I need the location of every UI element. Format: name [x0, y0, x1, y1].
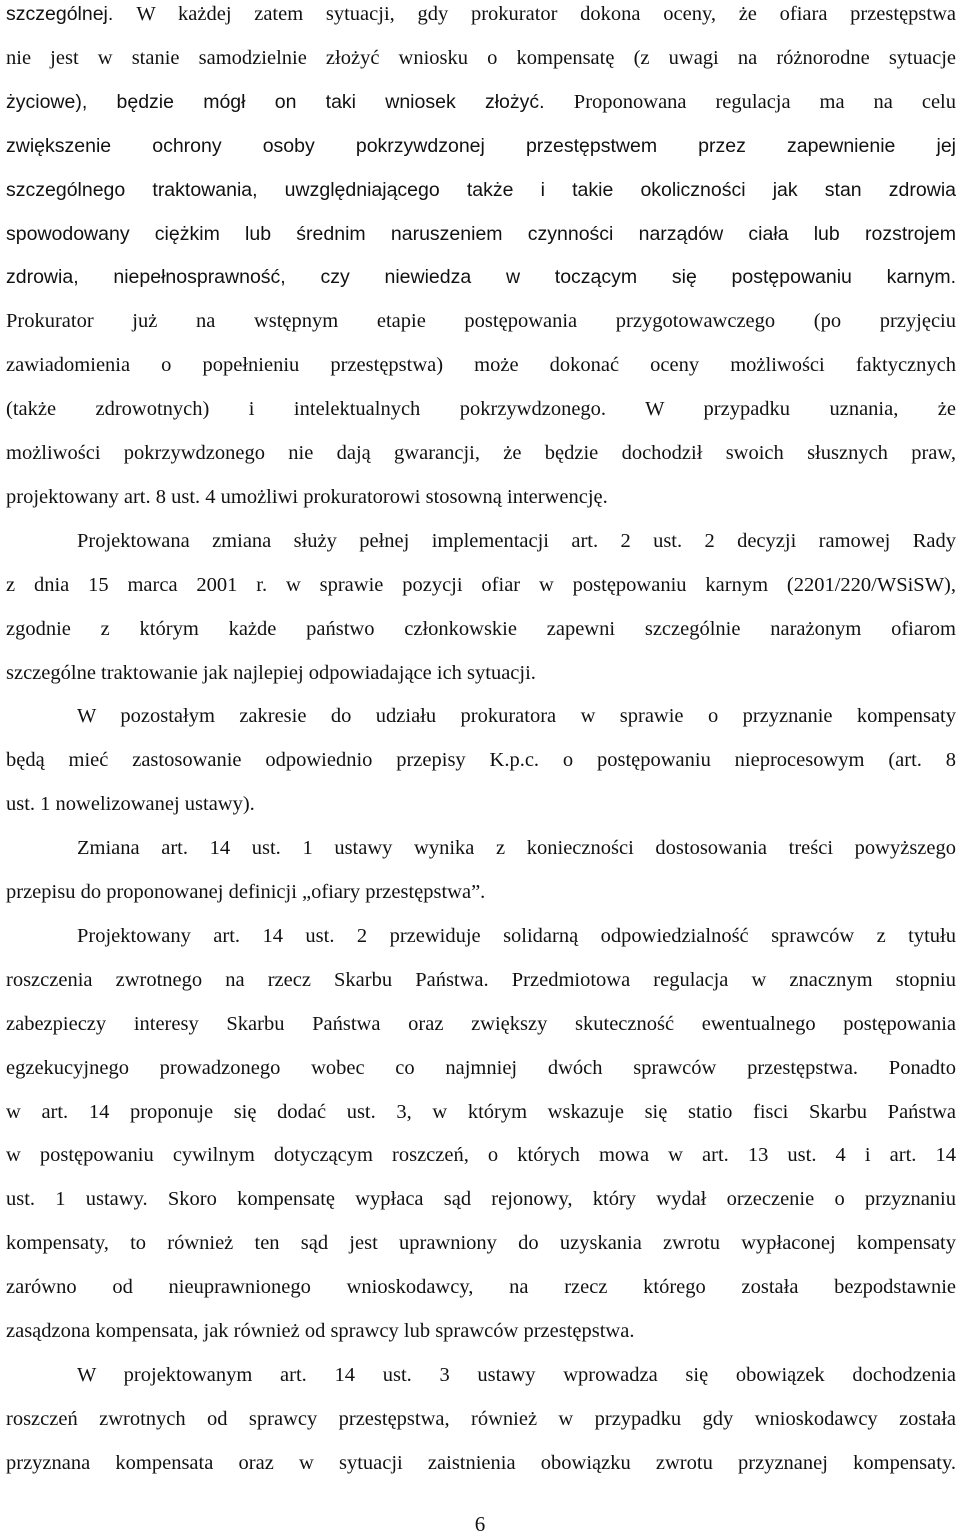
- text-line: [6, 790, 956, 818]
- text-run: będą mieć zastosowanie odpowiednio przepisy K.p.c. o postępowaniu nieprocesowym (art. 8: [6, 749, 956, 772]
- text-line: [6, 922, 956, 950]
- text-line: [6, 527, 956, 555]
- text-run: życiowe), będzie mógł on taki wniosek złożyć.: [6, 90, 574, 113]
- text-line: [6, 966, 956, 994]
- text-line: [6, 44, 956, 72]
- text-line: [6, 1010, 956, 1038]
- text-run: ust. 1 nowelizowanej ustawy).: [6, 793, 255, 816]
- text-run: zdrowia, niepełnosprawność, czy niewiedza w toczącym się postępowaniu karnym.: [6, 266, 956, 289]
- text-run: roszczenia zwrotnego na rzecz Skarbu Państwa. Przedmiotowa regulacja w znacznym stopniu: [6, 968, 956, 991]
- page-number: 6: [474, 1512, 486, 1536]
- text-run: przepisu do proponowanej definicji „ofiary przestępstwa”.: [6, 881, 486, 903]
- text-line: [6, 878, 956, 906]
- text-run: w postępowaniu cywilnym dotyczącym roszczeń, o których mowa w art. 13 ust. 4 i art. 14: [6, 1144, 956, 1167]
- text-run: szczególnej.: [6, 3, 137, 25]
- text-run: przyznana kompensata oraz w sytuacji zaistnienia obowiązku zwrotu przyznanej kompensaty.: [6, 1451, 956, 1474]
- text-line: [6, 132, 956, 160]
- text-run: możliwości pokrzywdzonego nie dają gwarancji, że będzie dochodził swoich słusznych praw,: [6, 442, 956, 464]
- text-line: [6, 439, 956, 467]
- text-run: zawiadomienia o popełnieniu przestępstwa) może dokonać oceny możliwości faktycznych: [6, 354, 956, 377]
- text-run: zgodnie z którym każde państwo członkowskie zapewni szczególnie narażonym ofiarom: [6, 617, 956, 640]
- text-run: Proponowana regulacja ma na celu: [573, 90, 956, 113]
- text-run: spowodowany ciężkim lub średnim naruszeniem czynności narządów ciała lub rozstrojem: [6, 222, 956, 245]
- text-line: [6, 1141, 956, 1169]
- text-run: zasądzona kompensata, jak również od sprawcy lub sprawców przestępstwa.: [6, 1320, 635, 1342]
- text-run: Projektowany art. 14 ust. 2 przewiduje solidarną odpowiedzialność sprawców z tytułu: [77, 924, 956, 947]
- text-line: [6, 1317, 956, 1345]
- text-run: zabezpieczy interesy Skarbu Państwa oraz zwiększy skuteczność ewentualnego postępowania: [6, 1012, 956, 1035]
- text-line: [6, 220, 956, 248]
- text-run: Projektowana zmiana służy pełnej implementacji art. 2 ust. 2 decyzji ramowej Rady: [77, 529, 956, 552]
- text-run: projektowany art. 8 ust. 4 umożliwi prokuratorowi stosowną interwencję.: [6, 485, 608, 508]
- text-line: [6, 1054, 956, 1082]
- text-run: z dnia 15 marca 2001 r. w sprawie pozycji ofiar w postępowaniu karnym (2201/220/WSiSW),: [6, 573, 956, 596]
- text-line: [6, 176, 956, 204]
- text-run: (także zdrowotnych) i intelektualnych pokrzywdzonego. W przypadku uznania, że: [6, 398, 956, 421]
- text-run: Prokurator już na wstępnym etapie postępowania przygotowawczego (po przyjęciu: [6, 310, 956, 333]
- text-line: [6, 834, 956, 862]
- text-line: [6, 659, 956, 687]
- text-run: zwiększenie ochrony osoby pokrzywdzonej przestępstwem przez zapewnienie jej: [6, 134, 956, 157]
- text-run: szczególne traktowanie jak najlepiej odpowiadające ich sytuacji.: [6, 661, 536, 684]
- text-run: kompensaty, to również ten sąd jest uprawniony do uzyskania zwrotu wypłaconej kompensaty: [6, 1232, 956, 1255]
- text-line: [6, 702, 956, 730]
- text-run: roszczeń zwrotnych od sprawcy przestępstwa, również w przypadku gdy wnioskodawcy została: [6, 1407, 956, 1430]
- text-line: [6, 1405, 956, 1433]
- text-line: [6, 483, 956, 511]
- text-line: [6, 307, 956, 335]
- text-line: [6, 571, 956, 599]
- text-line: [6, 1229, 956, 1257]
- text-run: zarówno od nieuprawnionego wnioskodawcy, na rzecz którego została bezpodstawnie: [6, 1276, 956, 1299]
- text-run: W projektowanym art. 14 ust. 3 ustawy wprowadza się obowiązek dochodzenia: [77, 1363, 956, 1386]
- text-line: [6, 615, 956, 643]
- text-run: W każdej zatem sytuacji, gdy prokurator dokona oceny, że ofiara przestępstwa: [136, 3, 957, 25]
- text-line: [6, 746, 956, 774]
- text-line: [6, 395, 956, 423]
- text-line: [6, 88, 956, 116]
- text-line: [6, 1185, 956, 1213]
- text-line: [6, 351, 956, 379]
- text-run: Zmiana art. 14 ust. 1 ustawy wynika z konieczności dostosowania treści powyższego: [77, 837, 956, 860]
- text-line: [6, 0, 956, 28]
- text-run: ust. 1 ustawy. Skoro kompensatę wypłaca sąd rejonowy, który wydał orzeczenie o przyznaniu: [6, 1188, 956, 1211]
- text-line: [6, 1098, 956, 1126]
- text-line: [6, 1449, 956, 1477]
- text-run: egzekucyjnego prowadzonego wobec co najmniej dwóch sprawców przestępstwa. Ponadto: [6, 1056, 956, 1079]
- text-run: szczególnego traktowania, uwzględniającego także i takie okoliczności jak stan zdrowia: [6, 178, 956, 201]
- text-line: [6, 1361, 956, 1389]
- text-run: w art. 14 proponuje się dodać ust. 3, w którym wskazuje się statio fisci Skarbu Państwa: [6, 1100, 956, 1123]
- text-line: [6, 1273, 956, 1301]
- text-run: W pozostałym zakresie do udziału prokuratora w sprawie o przyznanie kompensaty: [77, 705, 956, 728]
- text-line: [6, 263, 956, 291]
- text-run: nie jest w stanie samodzielnie złożyć wniosku o kompensatę (z uwagi na różnorodne sytuacje: [6, 46, 956, 69]
